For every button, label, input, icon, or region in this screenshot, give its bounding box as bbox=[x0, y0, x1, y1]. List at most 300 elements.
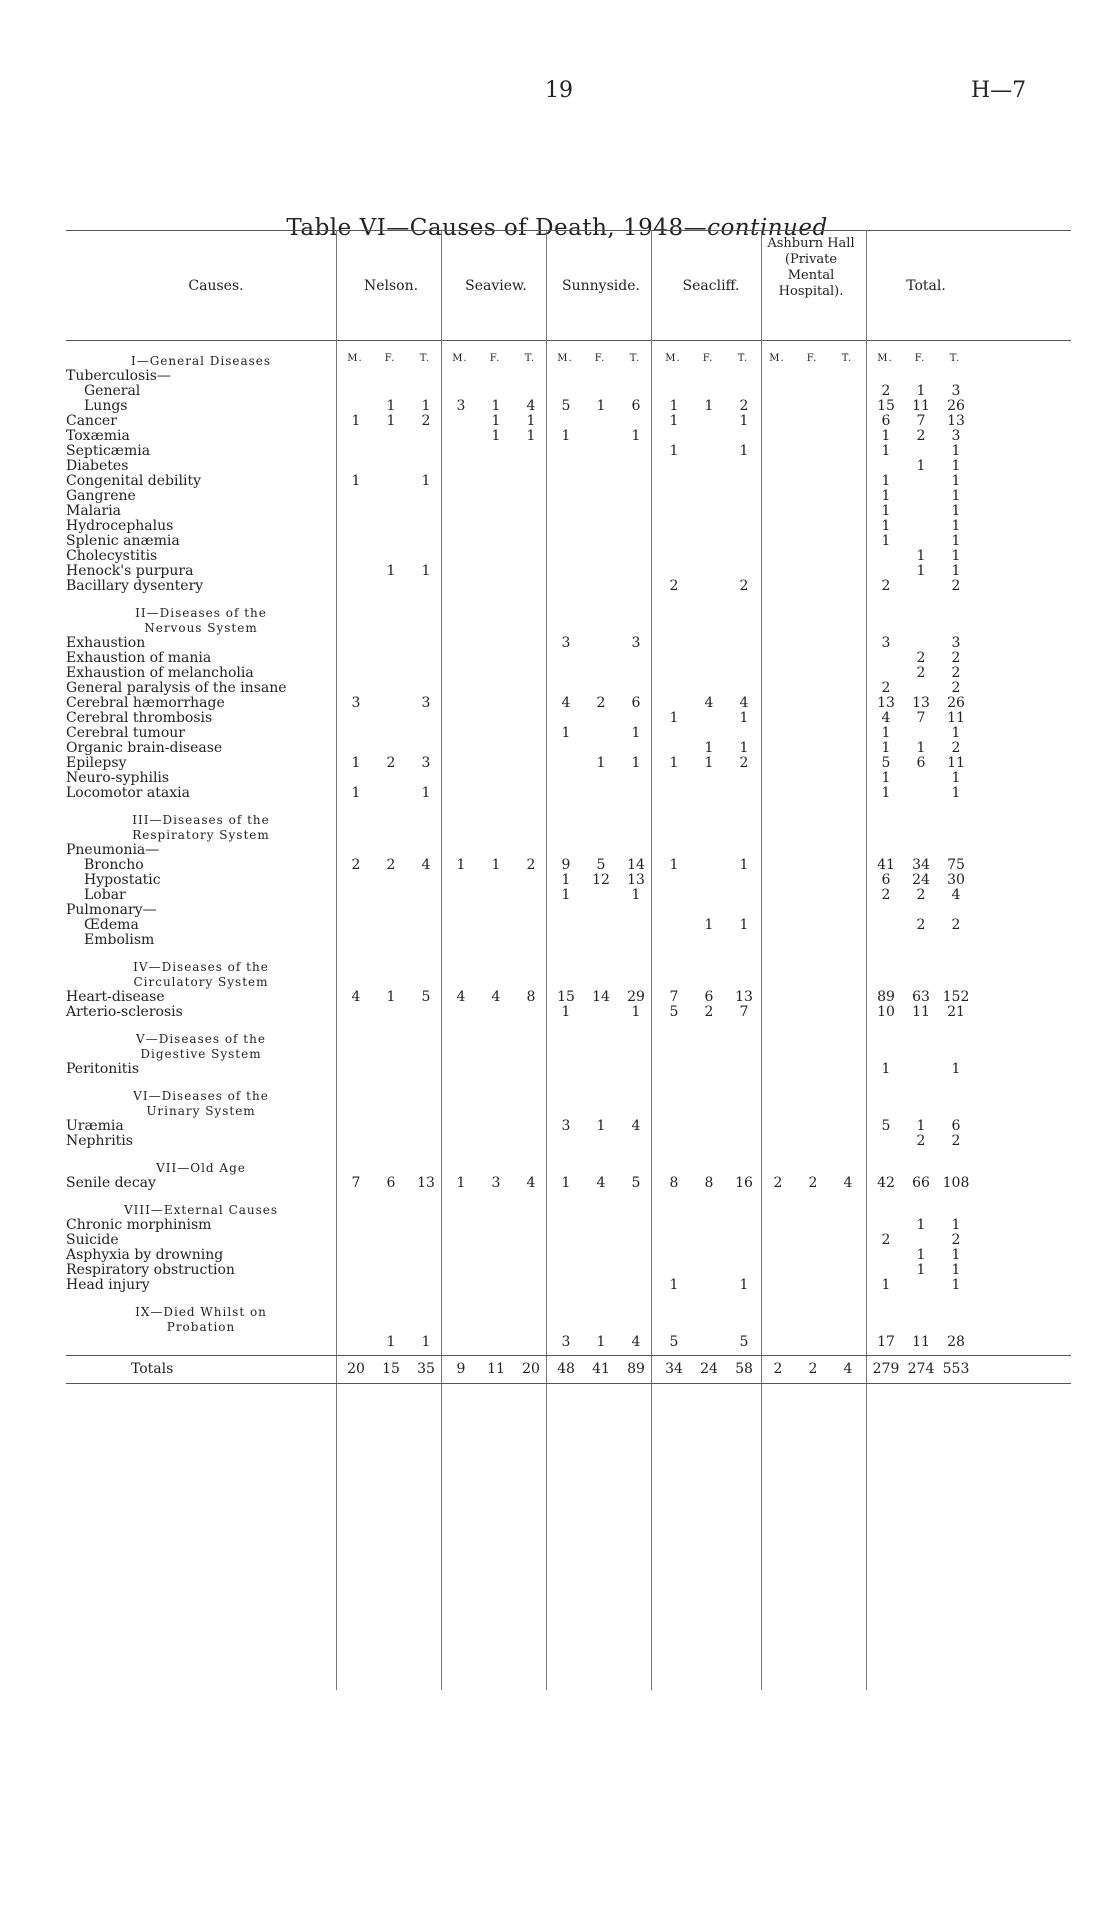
cell-value: 2 bbox=[386, 755, 396, 771]
cell-value: 7 bbox=[916, 710, 926, 726]
row-label: Toxæmia bbox=[66, 428, 130, 444]
table-row bbox=[66, 1262, 1071, 1278]
cell-value: 2 bbox=[951, 917, 961, 933]
header-m: M. bbox=[557, 353, 573, 364]
table-row bbox=[66, 887, 1071, 903]
cell-value: 2 bbox=[881, 578, 891, 594]
cell-value: 1 bbox=[351, 413, 361, 429]
cell-value: 3 bbox=[951, 428, 961, 444]
header-t: T. bbox=[737, 353, 749, 364]
total-value: 4 bbox=[843, 1361, 853, 1377]
table-title-main: Table VI—Causes of Death, 1948— bbox=[286, 215, 708, 241]
cell-value: 13 bbox=[627, 872, 645, 888]
header-m: M. bbox=[347, 353, 363, 364]
cell-value: 11 bbox=[912, 1334, 930, 1350]
cell-value: 1 bbox=[561, 872, 571, 888]
header-sunnyside: Sunnyside. bbox=[562, 278, 640, 294]
table-row bbox=[66, 1118, 1071, 1134]
cell-value: 7 bbox=[669, 989, 679, 1005]
cell-value: 1 bbox=[881, 518, 891, 534]
total-value: 9 bbox=[456, 1361, 466, 1377]
row-label: Bacillary dysentery bbox=[66, 578, 204, 594]
row-label: Cancer bbox=[66, 413, 117, 429]
cell-value: 7 bbox=[351, 1175, 361, 1191]
cell-value: 4 bbox=[456, 989, 466, 1005]
cell-value: 1 bbox=[739, 857, 749, 873]
table-row bbox=[66, 1004, 1071, 1020]
cell-value: 13 bbox=[912, 695, 930, 711]
cell-value: 5 bbox=[669, 1334, 679, 1350]
table-row bbox=[66, 548, 1071, 564]
cell-value: 1 bbox=[916, 740, 926, 756]
table-row bbox=[66, 518, 1071, 534]
cell-value: 6 bbox=[881, 872, 891, 888]
cell-value: 11 bbox=[912, 1004, 930, 1020]
row-label: Nephritis bbox=[66, 1133, 133, 1149]
cell-value: 1 bbox=[386, 989, 396, 1005]
cell-value: 2 bbox=[951, 1133, 961, 1149]
cell-value: 1 bbox=[669, 710, 679, 726]
header-f: F. bbox=[806, 353, 818, 364]
header-f: F. bbox=[702, 353, 714, 364]
cell-value: 16 bbox=[735, 1175, 753, 1191]
cell-value: 1 bbox=[739, 443, 749, 459]
row-label: Exhaustion of mania bbox=[66, 650, 212, 666]
header-t: T. bbox=[419, 353, 431, 364]
table-row bbox=[66, 1175, 1071, 1191]
cell-value: 4 bbox=[631, 1118, 641, 1134]
cell-value: 6 bbox=[916, 755, 926, 771]
cell-value: 41 bbox=[877, 857, 895, 873]
cell-value: 15 bbox=[557, 989, 575, 1005]
total-value: 553 bbox=[942, 1361, 970, 1377]
cell-value: 6 bbox=[951, 1118, 961, 1134]
row-label: Pneumonia— bbox=[66, 842, 160, 858]
cell-value: 63 bbox=[912, 989, 930, 1005]
header-seaview: Seaview. bbox=[465, 278, 527, 294]
section-title: V—Diseases of the bbox=[136, 1032, 266, 1046]
cell-value: 1 bbox=[491, 413, 501, 429]
cell-value: 1 bbox=[456, 1175, 466, 1191]
cell-value: 1 bbox=[951, 770, 961, 786]
table-row bbox=[66, 857, 1071, 873]
total-value: 2 bbox=[808, 1361, 818, 1377]
table-row bbox=[66, 473, 1071, 489]
table-row bbox=[66, 488, 1071, 504]
row-label: Pulmonary— bbox=[66, 902, 157, 918]
cell-value: 1 bbox=[951, 548, 961, 564]
cell-value: 3 bbox=[951, 383, 961, 399]
cell-value: 1 bbox=[951, 518, 961, 534]
table-row bbox=[66, 503, 1071, 519]
cell-value: 7 bbox=[916, 413, 926, 429]
cell-value: 5 bbox=[881, 1118, 891, 1134]
cell-value: 1 bbox=[916, 458, 926, 474]
table-row bbox=[66, 383, 1071, 399]
cell-value: 1 bbox=[669, 443, 679, 459]
cell-value: 4 bbox=[491, 989, 501, 1005]
table-row bbox=[66, 563, 1071, 579]
cell-value: 42 bbox=[877, 1175, 895, 1191]
cell-value: 2 bbox=[916, 650, 926, 666]
row-label: Exhaustion bbox=[66, 635, 146, 651]
cell-value: 1 bbox=[351, 755, 361, 771]
cell-value: 1 bbox=[669, 398, 679, 414]
cell-value: 1 bbox=[881, 725, 891, 741]
cell-value: 1 bbox=[526, 413, 536, 429]
cell-value: 26 bbox=[947, 695, 965, 711]
cell-value: 6 bbox=[631, 695, 641, 711]
cell-value: 1 bbox=[456, 857, 466, 873]
cell-value: 13 bbox=[947, 413, 965, 429]
cell-value: 3 bbox=[351, 695, 361, 711]
cell-value: 3 bbox=[491, 1175, 501, 1191]
total-value: 89 bbox=[627, 1361, 645, 1377]
row-label: Œdema bbox=[84, 917, 139, 933]
row-label: Organic brain-disease bbox=[66, 740, 223, 756]
cell-value: 4 bbox=[596, 1175, 606, 1191]
cell-value: 6 bbox=[704, 989, 714, 1005]
cell-value: 1 bbox=[669, 413, 679, 429]
cell-value: 1 bbox=[561, 887, 571, 903]
totals-label: Totals bbox=[131, 1361, 174, 1377]
row-label: Septicæmia bbox=[66, 443, 151, 459]
cell-value: 13 bbox=[417, 1175, 435, 1191]
cell-value: 1 bbox=[561, 1175, 571, 1191]
cell-value: 12 bbox=[592, 872, 610, 888]
cell-value: 4 bbox=[526, 1175, 536, 1191]
table-row bbox=[66, 635, 1071, 651]
section-title: Nervous System bbox=[144, 621, 258, 635]
cell-value: 4 bbox=[881, 710, 891, 726]
cell-value: 3 bbox=[456, 398, 466, 414]
table-row bbox=[66, 1133, 1071, 1149]
cell-value: 10 bbox=[877, 1004, 895, 1020]
row-label: Senile decay bbox=[66, 1175, 156, 1191]
header-f: F. bbox=[594, 353, 606, 364]
cell-value: 1 bbox=[951, 1247, 961, 1263]
cell-value: 4 bbox=[351, 989, 361, 1005]
cell-value: 1 bbox=[421, 1334, 431, 1350]
cell-value: 2 bbox=[916, 428, 926, 444]
total-value: 15 bbox=[382, 1361, 400, 1377]
section-title: Probation bbox=[166, 1320, 236, 1334]
table-row bbox=[66, 932, 1071, 948]
cell-value: 1 bbox=[951, 563, 961, 579]
cell-value: 1 bbox=[491, 857, 501, 873]
cell-value: 2 bbox=[951, 740, 961, 756]
row-label: Neuro-syphilis bbox=[66, 770, 170, 786]
row-label: General bbox=[84, 383, 141, 399]
row-label: Cholecystitis bbox=[66, 548, 158, 564]
row-label: Peritonitis bbox=[66, 1061, 140, 1077]
table-row bbox=[66, 917, 1071, 933]
page-reference: H—7 bbox=[971, 78, 1027, 103]
table-row bbox=[66, 1232, 1071, 1248]
table-row bbox=[66, 740, 1071, 756]
row-label: Heart-disease bbox=[66, 989, 165, 1005]
cell-value: 3 bbox=[421, 695, 431, 711]
cell-value: 2 bbox=[951, 680, 961, 696]
cell-value: 5 bbox=[561, 398, 571, 414]
table-row bbox=[66, 710, 1071, 726]
cell-value: 4 bbox=[561, 695, 571, 711]
cell-value: 1 bbox=[704, 755, 714, 771]
cell-value: 4 bbox=[739, 695, 749, 711]
cell-value: 1 bbox=[421, 473, 431, 489]
cell-value: 1 bbox=[561, 1004, 571, 1020]
cell-value: 2 bbox=[351, 857, 361, 873]
cell-value: 1 bbox=[739, 740, 749, 756]
cell-value: 2 bbox=[916, 1133, 926, 1149]
row-label: Splenic anæmia bbox=[66, 533, 180, 549]
header-t: T. bbox=[841, 353, 853, 364]
cell-value: 1 bbox=[669, 755, 679, 771]
cell-value: 3 bbox=[951, 635, 961, 651]
header-t: T. bbox=[629, 353, 641, 364]
header-seacliff: Seacliff. bbox=[682, 278, 740, 294]
table-row bbox=[66, 902, 1071, 918]
cell-value: 1 bbox=[951, 488, 961, 504]
total-value: 11 bbox=[487, 1361, 505, 1377]
cell-value: 3 bbox=[561, 635, 571, 651]
cell-value: 1 bbox=[386, 398, 396, 414]
table-row bbox=[66, 680, 1071, 696]
cell-value: 1 bbox=[561, 428, 571, 444]
cell-value: 1 bbox=[951, 458, 961, 474]
cell-value: 17 bbox=[877, 1334, 895, 1350]
cell-value: 1 bbox=[631, 887, 641, 903]
cell-value: 1 bbox=[491, 398, 501, 414]
header-m: M. bbox=[452, 353, 468, 364]
cell-value: 2 bbox=[881, 383, 891, 399]
row-label: Malaria bbox=[66, 503, 122, 519]
section-title: VII—Old Age bbox=[156, 1161, 246, 1175]
cell-value: 1 bbox=[881, 1061, 891, 1077]
row-label: Suicide bbox=[66, 1232, 119, 1248]
total-value: 58 bbox=[735, 1361, 753, 1377]
table-row bbox=[66, 533, 1071, 549]
cell-value: 1 bbox=[916, 1217, 926, 1233]
row-label: Cerebral tumour bbox=[66, 725, 185, 741]
row-label: Uræmia bbox=[66, 1118, 124, 1134]
row-label: Henock's purpura bbox=[66, 563, 194, 579]
cell-value: 6 bbox=[881, 413, 891, 429]
cell-value: 2 bbox=[704, 1004, 714, 1020]
cell-value: 1 bbox=[351, 473, 361, 489]
total-value: 34 bbox=[665, 1361, 683, 1377]
cell-value: 3 bbox=[631, 635, 641, 651]
row-label: Chronic morphinism bbox=[66, 1217, 212, 1233]
row-label: Hypostatic bbox=[84, 872, 161, 888]
row-label: Hydrocephalus bbox=[66, 518, 174, 534]
cell-value: 2 bbox=[916, 665, 926, 681]
cell-value: 1 bbox=[386, 563, 396, 579]
row-label: Tuberculosis— bbox=[66, 368, 171, 384]
table-row bbox=[66, 398, 1071, 414]
header-m: M. bbox=[665, 353, 681, 364]
cell-value: 1 bbox=[881, 1277, 891, 1293]
cell-value: 28 bbox=[947, 1334, 965, 1350]
table-row bbox=[66, 770, 1071, 786]
header-bottom-rule bbox=[66, 340, 1071, 341]
cell-value: 1 bbox=[669, 1277, 679, 1293]
cell-value: 75 bbox=[947, 857, 965, 873]
cell-value: 1 bbox=[881, 503, 891, 519]
cell-value: 2 bbox=[951, 665, 961, 681]
cell-value: 1 bbox=[386, 1334, 396, 1350]
causes-of-death-table bbox=[66, 236, 1071, 1910]
cell-value: 11 bbox=[947, 710, 965, 726]
cell-value: 2 bbox=[669, 578, 679, 594]
cell-value: 7 bbox=[739, 1004, 749, 1020]
cell-value: 1 bbox=[951, 725, 961, 741]
cell-value: 13 bbox=[735, 989, 753, 1005]
cell-value: 1 bbox=[421, 785, 431, 801]
cell-value: 1 bbox=[881, 533, 891, 549]
table-row bbox=[66, 1247, 1071, 1263]
header-total: Total. bbox=[906, 278, 946, 294]
row-label: Exhaustion of melancholia bbox=[66, 665, 254, 681]
row-label: Congenital debility bbox=[66, 473, 201, 489]
cell-value: 4 bbox=[704, 695, 714, 711]
cell-value: 1 bbox=[491, 428, 501, 444]
total-value: 20 bbox=[347, 1361, 365, 1377]
cell-value: 2 bbox=[739, 755, 749, 771]
cell-value: 1 bbox=[951, 533, 961, 549]
cell-value: 1 bbox=[951, 1262, 961, 1278]
table-row bbox=[66, 428, 1071, 444]
cell-value: 1 bbox=[704, 740, 714, 756]
cell-value: 66 bbox=[912, 1175, 930, 1191]
table-row bbox=[66, 725, 1071, 741]
cell-value: 1 bbox=[596, 1334, 606, 1350]
cell-value: 1 bbox=[739, 413, 749, 429]
cell-value: 1 bbox=[526, 428, 536, 444]
row-label: Respiratory obstruction bbox=[66, 1262, 235, 1278]
cell-value: 30 bbox=[947, 872, 965, 888]
cell-value: 1 bbox=[951, 443, 961, 459]
totals-rule bbox=[66, 1355, 1071, 1356]
cell-value: 8 bbox=[704, 1175, 714, 1191]
cell-value: 1 bbox=[596, 1118, 606, 1134]
cell-value: 4 bbox=[526, 398, 536, 414]
cell-value: 1 bbox=[631, 755, 641, 771]
header-m: M. bbox=[769, 353, 785, 364]
table-row bbox=[66, 1334, 1071, 1350]
total-value: 41 bbox=[592, 1361, 610, 1377]
section-title: II—Diseases of the bbox=[135, 606, 267, 620]
cell-value: 1 bbox=[916, 1262, 926, 1278]
cell-value: 3 bbox=[561, 1334, 571, 1350]
section-title: I—General Diseases bbox=[130, 354, 272, 368]
row-label: Epilepsy bbox=[66, 755, 127, 771]
cell-value: 1 bbox=[951, 1061, 961, 1077]
total-value: 24 bbox=[700, 1361, 718, 1377]
header-f: F. bbox=[914, 353, 926, 364]
cell-value: 1 bbox=[916, 548, 926, 564]
row-label: Broncho bbox=[84, 857, 144, 873]
table-row bbox=[66, 413, 1071, 429]
cell-value: 2 bbox=[916, 887, 926, 903]
cell-value: 11 bbox=[912, 398, 930, 414]
row-label: Gangrene bbox=[66, 488, 136, 504]
cell-value: 5 bbox=[881, 755, 891, 771]
cell-value: 1 bbox=[669, 857, 679, 873]
cell-value: 4 bbox=[631, 1334, 641, 1350]
cell-value: 1 bbox=[881, 740, 891, 756]
cell-value: 1 bbox=[561, 725, 571, 741]
cell-value: 1 bbox=[951, 503, 961, 519]
header-causes: Causes. bbox=[188, 278, 244, 294]
cell-value: 2 bbox=[916, 917, 926, 933]
cell-value: 26 bbox=[947, 398, 965, 414]
cell-value: 1 bbox=[631, 428, 641, 444]
table-title-continued: continued bbox=[707, 215, 828, 241]
table-top-rule bbox=[66, 230, 1071, 231]
cell-value: 2 bbox=[951, 578, 961, 594]
cell-value: 1 bbox=[739, 1277, 749, 1293]
table-row bbox=[66, 872, 1071, 888]
cell-value: 2 bbox=[739, 398, 749, 414]
cell-value: 8 bbox=[526, 989, 536, 1005]
cell-value: 2 bbox=[773, 1175, 783, 1191]
row-label: Embolism bbox=[84, 932, 155, 948]
table-bottom-rule bbox=[66, 1383, 1071, 1384]
cell-value: 1 bbox=[739, 917, 749, 933]
section-title: Circulatory System bbox=[133, 975, 269, 989]
row-label: Diabetes bbox=[66, 458, 129, 474]
section-title: Respiratory System bbox=[132, 828, 270, 842]
table-row bbox=[66, 755, 1071, 771]
cell-value: 1 bbox=[739, 710, 749, 726]
cell-value: 5 bbox=[669, 1004, 679, 1020]
cell-value: 2 bbox=[596, 695, 606, 711]
cell-value: 1 bbox=[631, 1004, 641, 1020]
cell-value: 1 bbox=[596, 755, 606, 771]
page-number: 19 bbox=[545, 78, 573, 103]
cell-value: 3 bbox=[561, 1118, 571, 1134]
table-row bbox=[66, 842, 1071, 858]
cell-value: 1 bbox=[916, 563, 926, 579]
row-label: Cerebral hæmorrhage bbox=[66, 695, 225, 711]
table-row bbox=[66, 695, 1071, 711]
cell-value: 2 bbox=[526, 857, 536, 873]
section-title: VIII—External Causes bbox=[123, 1203, 279, 1217]
row-label: Cerebral thrombosis bbox=[66, 710, 213, 726]
cell-value: 152 bbox=[942, 989, 970, 1005]
cell-value: 2 bbox=[881, 1232, 891, 1248]
cell-value: 1 bbox=[421, 563, 431, 579]
section-title: VI—Diseases of the bbox=[133, 1089, 269, 1103]
cell-value: 1 bbox=[951, 473, 961, 489]
header-t: T. bbox=[524, 353, 536, 364]
cell-value: 14 bbox=[627, 857, 645, 873]
total-value: 279 bbox=[872, 1361, 900, 1377]
cell-value: 1 bbox=[596, 398, 606, 414]
section-title: III—Diseases of the bbox=[132, 813, 270, 827]
cell-value: 29 bbox=[627, 989, 645, 1005]
cell-value: 2 bbox=[386, 857, 396, 873]
cell-value: 108 bbox=[942, 1175, 970, 1191]
header-m: M. bbox=[877, 353, 893, 364]
header-nelson: Nelson. bbox=[363, 278, 419, 294]
cell-value: 21 bbox=[947, 1004, 965, 1020]
header-ashburn-hall: Ashburn Hall (Private Mental Hospital). bbox=[767, 236, 855, 299]
table-row bbox=[66, 665, 1071, 681]
cell-value: 15 bbox=[877, 398, 895, 414]
cell-value: 1 bbox=[881, 488, 891, 504]
